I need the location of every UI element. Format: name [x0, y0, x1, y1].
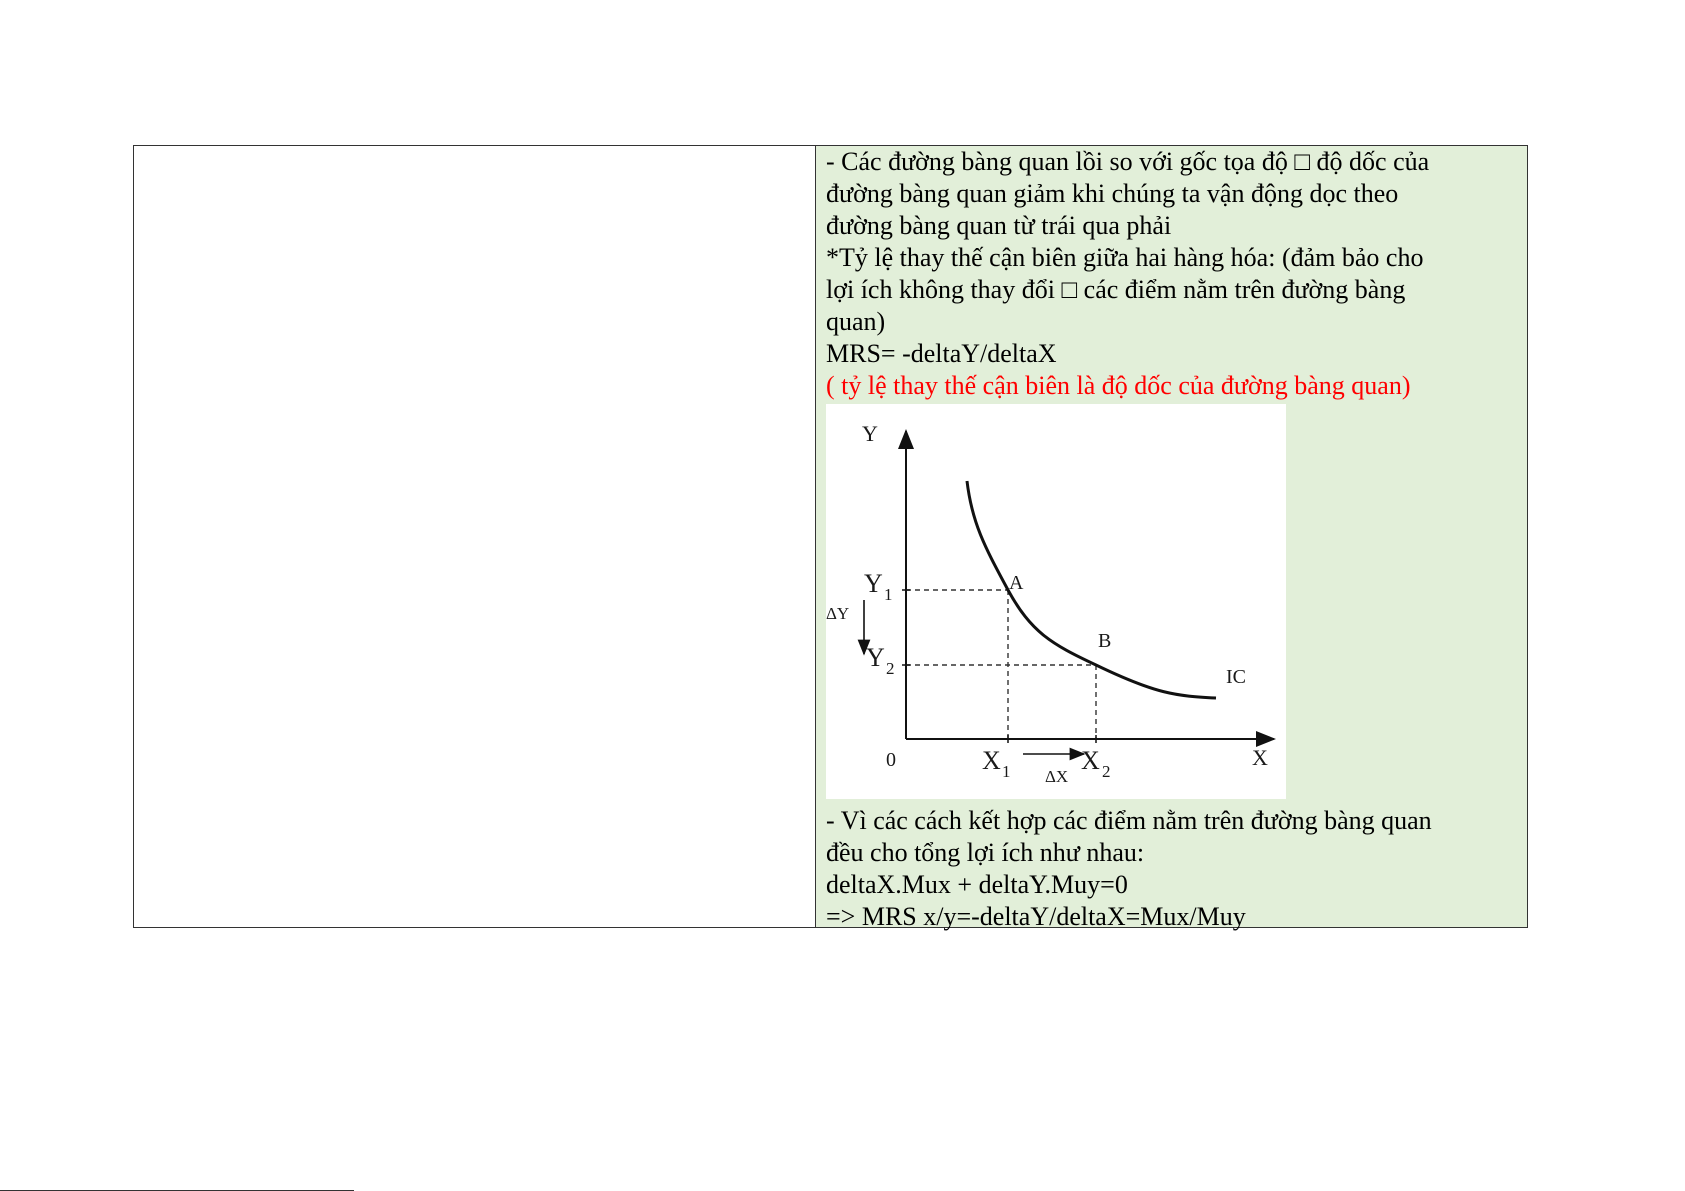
- x2-label: X: [1081, 746, 1100, 775]
- axis-y-label: Y: [862, 421, 878, 446]
- formula-line: => MRS x/y=-deltaY/deltaX=Mux/Muy: [826, 902, 1246, 931]
- y2-subscript: 2: [886, 659, 895, 678]
- content-table: [133, 145, 1528, 931]
- point-a-label: A: [1009, 572, 1024, 594]
- x1-subscript: 1: [1002, 762, 1011, 781]
- x2-subscript: 2: [1102, 762, 1111, 781]
- text-line: đường bàng quan từ trái qua phải: [826, 211, 1172, 240]
- indifference-curve-figure: [826, 404, 1286, 799]
- axis-x-label: X: [1252, 745, 1268, 770]
- text-line: lợi ích không thay đổi □ các điểm nằm trên đường bàng: [826, 275, 1406, 304]
- y1-label: Y: [864, 569, 883, 598]
- table-cell-right: [816, 146, 1527, 931]
- text-line: *Tỷ lệ thay thế cận biên giữa hai hàng hóa: (đảm bảo cho: [826, 243, 1424, 272]
- text-line: - Vì các cách kết hợp các điểm nằm trên đường bàng quan: [826, 806, 1432, 835]
- text-line: đường bàng quan giảm khi chúng ta vận động dọc theo: [826, 179, 1399, 208]
- table-cell-left: [134, 146, 816, 927]
- text-line: quan): [826, 307, 886, 336]
- formula-line: deltaX.Mux + deltaY.Muy=0: [826, 870, 1128, 899]
- highlight-note: ( tỷ lệ thay thế cận biên là độ dốc của đường bàng quan): [826, 371, 1411, 400]
- point-b-label: B: [1098, 630, 1112, 652]
- text-line: - Các đường bàng quan lồi so với gốc tọa độ □ độ dốc của: [826, 147, 1430, 176]
- formula-line: MRS= -deltaY/deltaX: [826, 339, 1057, 368]
- x1-label: X: [982, 746, 1001, 775]
- delta-x-label: ΔX: [1045, 767, 1069, 786]
- delta-y-label: ΔY: [826, 604, 850, 623]
- indifference-curve-diagram: [826, 404, 1286, 799]
- origin-label: 0: [886, 749, 896, 771]
- y2-label: Y: [866, 643, 885, 672]
- y1-subscript: 1: [884, 585, 893, 604]
- indifference-curve: [967, 481, 1216, 698]
- text-line: đều cho tổng lợi ích như nhau:: [826, 838, 1145, 867]
- curve-ic-label: IC: [1226, 666, 1246, 688]
